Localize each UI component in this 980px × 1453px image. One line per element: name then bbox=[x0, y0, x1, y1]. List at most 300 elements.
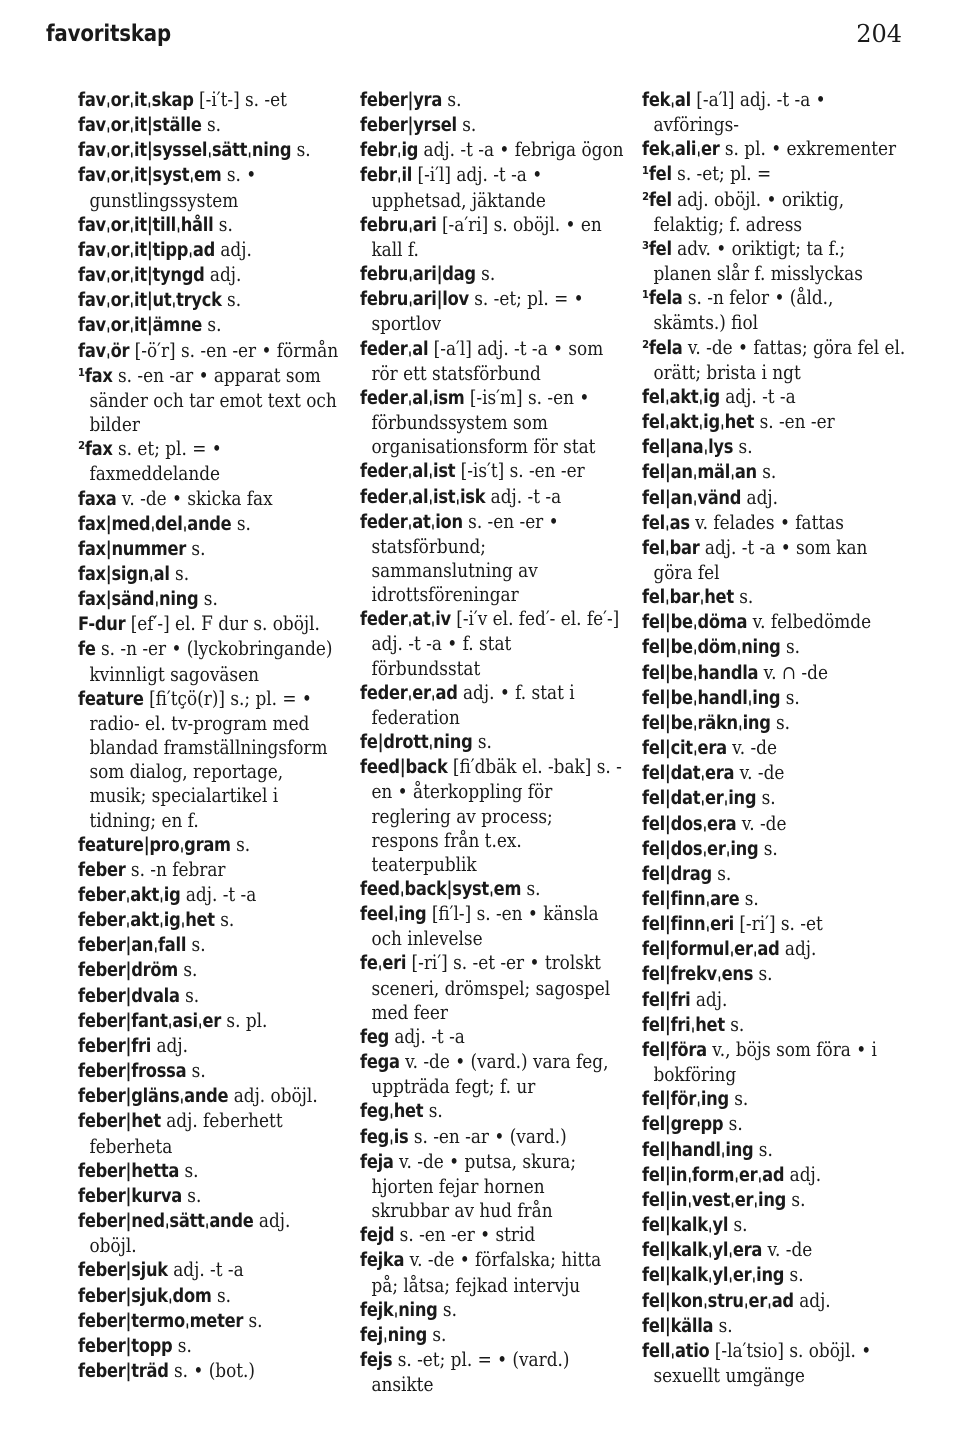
dictionary-entry bbox=[360, 1348, 624, 1397]
entry-definition: [-is′m] s. -en • förbundssystem som organisationsform för stat bbox=[371, 385, 596, 459]
entry-definition: s. bbox=[456, 113, 477, 137]
entry-definition: s. bbox=[186, 536, 206, 560]
entry-definition: adj. bbox=[151, 1033, 188, 1057]
entry-headword: fel|anˌmälˌan bbox=[642, 462, 757, 484]
entry-definition: s. pl. bbox=[221, 1008, 268, 1032]
dictionary-entry bbox=[78, 537, 342, 562]
entry-headword: feature bbox=[78, 688, 144, 710]
entry-headword: ¹fax bbox=[78, 365, 113, 387]
entry-definition: s. bbox=[724, 1012, 745, 1036]
entry-headword: fel|handlˌing bbox=[642, 1139, 754, 1161]
entry-headword: feelˌing bbox=[360, 904, 427, 926]
dictionary-entry bbox=[642, 385, 906, 410]
entry-definition: s. bbox=[177, 958, 198, 982]
entry-headword: felˌbarˌhet bbox=[642, 587, 734, 609]
entry-definition: s. bbox=[475, 262, 496, 286]
dictionary-entry bbox=[642, 435, 906, 460]
entry-definition: s. -et; pl. = bbox=[671, 162, 772, 186]
dictionary-entry bbox=[642, 635, 906, 660]
dictionary-entry bbox=[642, 1314, 906, 1339]
entry-definition: s. -et; pl. = • (vard.) ansikte bbox=[371, 1347, 570, 1397]
dictionary-entry bbox=[360, 1099, 624, 1124]
entry-definition: [-a′l] adj. -t -a • som rör ett statsförbund bbox=[371, 336, 604, 385]
dictionary-entry bbox=[78, 364, 342, 437]
entry-headword: feature|proˌgram bbox=[78, 834, 231, 856]
entry-headword: fel|dosˌerˌing bbox=[642, 838, 759, 860]
dictionary-entry bbox=[360, 113, 624, 138]
entry-definition: adj. -t -a • som kan göra fel bbox=[653, 535, 868, 584]
dictionary-entry bbox=[78, 437, 342, 486]
dictionary-entry bbox=[360, 1248, 624, 1297]
entry-definition: s. bbox=[201, 113, 222, 137]
entry-headword: fe bbox=[78, 639, 96, 661]
entry-definition: v., böjs som föra • i bokföring bbox=[653, 1037, 877, 1087]
entry-headword: feˌeri bbox=[360, 953, 407, 975]
entry-definition: s. bbox=[756, 460, 777, 484]
entry-headword: fel|beˌhandlˌing bbox=[642, 687, 781, 709]
dictionary-entry bbox=[642, 1163, 906, 1188]
entry-headword: fel|fri bbox=[642, 989, 691, 1011]
entry-definition: adj. bbox=[779, 937, 817, 961]
entry-headword: ²fax bbox=[78, 439, 113, 461]
dictionary-entry bbox=[360, 902, 624, 951]
entry-definition: adj. -t -a bbox=[485, 484, 562, 508]
entry-headword: fejs bbox=[360, 1349, 393, 1371]
entry-headword: fel|friˌhet bbox=[642, 1014, 725, 1036]
dictionary-entry bbox=[78, 113, 342, 138]
entry-definition: s. • (bot.) bbox=[168, 1358, 256, 1382]
entry-headword: feg bbox=[360, 1026, 389, 1048]
entry-definition: s. bbox=[186, 1059, 206, 1083]
entry-definition: s. -en -ar • (vard.) bbox=[408, 1124, 567, 1148]
entry-definition: [-ö′r] s. -en -er • förmån bbox=[129, 338, 339, 362]
entry-headword: fe|drottˌning bbox=[360, 732, 473, 754]
entry-headword: fekˌaliˌer bbox=[642, 139, 720, 161]
entry-headword: felˌbar bbox=[642, 537, 700, 559]
dictionary-entry bbox=[360, 459, 624, 484]
entry-definition: s. bbox=[521, 877, 541, 900]
entry-headword: fel|kalkˌyl bbox=[642, 1215, 729, 1237]
entry-definition: v. felades • fattas bbox=[689, 510, 844, 534]
entry-definition: adj. bbox=[204, 263, 242, 287]
entry-definition: s. bbox=[186, 933, 206, 957]
page-header bbox=[46, 14, 902, 54]
entry-headword: fel|källa bbox=[642, 1315, 714, 1337]
entry-definition: adj. bbox=[690, 987, 728, 1011]
entry-definition: v. -de • (vard.) vara feg, uppträda fegt; f. ur bbox=[371, 1050, 609, 1099]
entry-headword: fax|signˌal bbox=[78, 563, 170, 585]
entry-headword: fel|beˌdöma bbox=[642, 612, 748, 634]
dictionary-entry bbox=[360, 213, 624, 262]
entry-headword: feber|yrsel bbox=[360, 115, 457, 137]
dictionary-entry bbox=[78, 833, 342, 858]
dictionary-entry bbox=[78, 339, 342, 364]
entry-definition: v. ∩ -de bbox=[758, 660, 828, 684]
entry-definition: s. bbox=[733, 435, 753, 459]
dictionary-entry bbox=[78, 858, 342, 883]
entry-headword: feberˌaktˌigˌhet bbox=[78, 910, 215, 932]
entry-headword: februˌari bbox=[360, 214, 437, 236]
entry-headword: fel|konˌstruˌerˌad bbox=[642, 1290, 794, 1312]
entry-headword: felˌaktˌig bbox=[642, 386, 720, 408]
dictionary-entry bbox=[78, 487, 342, 512]
entry-headword: fel|föra bbox=[642, 1039, 707, 1061]
entry-definition: s. bbox=[423, 1099, 443, 1123]
entry-headword: fellˌatio bbox=[642, 1340, 710, 1362]
entry-headword: favˌorˌitˌskap bbox=[78, 90, 194, 111]
entry-definition: adj. -t -a bbox=[388, 1024, 465, 1048]
entry-headword: feber|kurva bbox=[78, 1185, 182, 1207]
dictionary-entry bbox=[642, 511, 906, 536]
dictionary-entry bbox=[642, 988, 906, 1013]
entry-headword: feber|träd bbox=[78, 1360, 169, 1382]
entry-headword: feber|dvala bbox=[78, 985, 180, 1007]
dictionary-entry bbox=[78, 883, 342, 908]
dictionary-entry bbox=[360, 510, 624, 608]
entry-headword: fel|kalkˌylˌerˌing bbox=[642, 1265, 785, 1287]
entry-definition: [-is′t] s. -en -er bbox=[455, 459, 585, 483]
dictionary-entry bbox=[78, 1059, 342, 1084]
dictionary-entry bbox=[78, 163, 342, 212]
dictionary-entry bbox=[78, 313, 342, 338]
entry-definition: adj. -t -a bbox=[180, 883, 257, 906]
dictionary-entry bbox=[78, 1109, 342, 1158]
entry-headword: ¹fela bbox=[642, 288, 683, 310]
entry-definition: s. bbox=[739, 887, 759, 910]
dictionary-entry bbox=[360, 1323, 624, 1348]
entry-definition: adj. bbox=[784, 1162, 822, 1186]
entry-headword: fel|anˌvänd bbox=[642, 487, 742, 509]
entry-definition: adj. bbox=[214, 237, 252, 261]
dictionary-entry bbox=[360, 287, 624, 336]
dictionary-entry bbox=[78, 908, 342, 933]
dictionary-entry bbox=[78, 138, 342, 163]
entry-headword: februˌari|lov bbox=[360, 289, 469, 311]
entry-headword: favˌorˌit|ämne bbox=[78, 315, 203, 337]
dictionary-entry bbox=[360, 88, 624, 113]
entry-headword: favˌorˌit|systˌem bbox=[78, 165, 222, 187]
dictionary-entry bbox=[78, 1009, 342, 1034]
entry-definition: s. -n febrar bbox=[125, 857, 226, 881]
dictionary-entry bbox=[642, 1112, 906, 1137]
entry-definition: s. bbox=[733, 585, 754, 609]
entry-definition: [-i′t-] s. -et bbox=[193, 88, 287, 111]
entry-headword: fekˌal bbox=[642, 90, 691, 111]
dictionary-entry bbox=[642, 336, 906, 385]
dictionary-entry bbox=[642, 962, 906, 987]
entry-definition: v. -de • skicka fax bbox=[116, 486, 273, 510]
entry-definition: s. bbox=[753, 1137, 773, 1161]
entry-definition: adj. oböjl. • oriktig, felaktig; f. adress bbox=[653, 187, 845, 236]
entry-headword: faxa bbox=[78, 488, 117, 510]
dictionary-entry bbox=[642, 1188, 906, 1213]
column-3 bbox=[642, 88, 906, 1388]
dictionary-entry bbox=[642, 786, 906, 811]
entry-headword: fel|finnˌeri bbox=[642, 914, 734, 936]
entry-headword: feed|back bbox=[360, 757, 448, 779]
entry-definition: s. bbox=[711, 861, 732, 885]
dictionary-entry bbox=[642, 711, 906, 736]
entry-headword: fax|nummer bbox=[78, 538, 187, 560]
entry-definition: adj. -t -a • febriga ögon bbox=[418, 138, 624, 162]
dictionary-entry bbox=[78, 612, 342, 637]
dictionary-entry bbox=[642, 761, 906, 786]
entry-headword: federˌatˌiv bbox=[360, 609, 451, 631]
entry-definition: adj. oböjl. bbox=[228, 1084, 318, 1108]
entry-definition: s. • gunstlingssystem bbox=[89, 163, 257, 212]
entry-definition: v. -de • förfalska; hitta på; låtsa; fejkad intervju bbox=[371, 1248, 602, 1297]
entry-headword: felˌas bbox=[642, 512, 690, 534]
dictionary-entry bbox=[78, 1284, 342, 1309]
dictionary-entry bbox=[78, 238, 342, 263]
dictionary-entry bbox=[78, 512, 342, 537]
entry-headword: fax|medˌdelˌande bbox=[78, 513, 232, 535]
entry-headword: fel|inˌformˌerˌad bbox=[642, 1164, 785, 1186]
dictionary-entry bbox=[642, 410, 906, 435]
entry-definition: v. -de bbox=[736, 811, 787, 835]
dictionary-entry bbox=[78, 562, 342, 587]
entry-definition: v. -de bbox=[734, 761, 785, 785]
entry-definition: [ef′-] el. F dur s. oböjl. bbox=[125, 612, 320, 636]
entry-definition: [-la′tsio] s. oböjl. • sexuellt umgänge bbox=[653, 1338, 872, 1387]
dictionary-entry bbox=[78, 288, 342, 313]
dictionary-entry bbox=[78, 637, 342, 686]
entry-headword: feber|dröm bbox=[78, 960, 178, 982]
dictionary-entry bbox=[78, 1334, 342, 1359]
dictionary-entry bbox=[78, 88, 342, 113]
dictionary-entry bbox=[642, 937, 906, 962]
entry-definition: s. bbox=[181, 1183, 202, 1207]
entry-headword: federˌalˌistˌisk bbox=[360, 486, 486, 508]
dictionary-entry bbox=[78, 958, 342, 983]
entry-definition: adj. oböjl. bbox=[89, 1209, 291, 1258]
entry-definition: s. bbox=[291, 138, 311, 162]
dictionary-entry bbox=[642, 912, 906, 937]
entry-definition: s. bbox=[728, 1087, 749, 1111]
entry-headword: favˌör bbox=[78, 340, 130, 362]
dictionary-entry bbox=[78, 1258, 342, 1283]
entry-definition: adj. -t -a bbox=[719, 384, 796, 408]
entry-headword: fel|anaˌlys bbox=[642, 437, 734, 459]
entry-headword: febrˌil bbox=[360, 165, 413, 187]
dictionary-entry bbox=[360, 607, 624, 680]
entry-definition: [fi′l-] s. -en • känsla och inlevelse bbox=[371, 902, 599, 951]
entry-headword: ³fel bbox=[642, 238, 672, 260]
dictionary-entry bbox=[78, 213, 342, 238]
dictionary-entry bbox=[642, 1339, 906, 1388]
dictionary-entry bbox=[642, 1087, 906, 1112]
dictionary-entry bbox=[78, 1359, 342, 1384]
entry-definition: s. bbox=[172, 1333, 192, 1357]
entry-headword: fejˌning bbox=[360, 1324, 428, 1346]
dictionary-entry bbox=[642, 837, 906, 862]
dictionary-entry bbox=[78, 1159, 342, 1184]
entry-definition: s. bbox=[723, 1112, 743, 1136]
entry-headword: federˌal bbox=[360, 338, 429, 360]
entry-definition: v. felbedömde bbox=[747, 610, 872, 634]
entry-headword: favˌorˌit|tillˌhåll bbox=[78, 214, 214, 236]
entry-definition: s. bbox=[753, 962, 773, 986]
entry-definition: [-a′l] adj. -t -a • avförings- bbox=[653, 88, 826, 137]
entry-definition: s. -n -er • (lyckobringande) kvinnligt sagoväsen bbox=[89, 637, 333, 686]
entry-headword: febrˌig bbox=[360, 140, 419, 162]
entry-definition: s. bbox=[758, 836, 778, 860]
entry-definition: s. bbox=[770, 710, 791, 734]
entry-headword: feber|fantˌasiˌer bbox=[78, 1010, 222, 1032]
entry-headword: feber|hetta bbox=[78, 1160, 180, 1182]
running-head: favoritskap bbox=[46, 21, 171, 47]
dictionary-entry bbox=[78, 587, 342, 612]
dictionary-entry bbox=[642, 88, 906, 137]
entry-definition: s. bbox=[728, 1213, 748, 1237]
entry-headword: F-dur bbox=[78, 614, 126, 636]
entry-definition: s. bbox=[437, 1297, 457, 1321]
entry-definition: s. bbox=[213, 212, 233, 236]
entry-headword: ²fel bbox=[642, 189, 672, 211]
dictionary-entry bbox=[360, 138, 624, 163]
entry-headword: feber|sjuk bbox=[78, 1260, 168, 1282]
entry-definition: [-ri′] s. -et -er • trolskt sceneri, drömspel; sagospel med feer bbox=[371, 951, 611, 1024]
dictionary-entry bbox=[360, 755, 624, 877]
entry-headword: fel|finnˌare bbox=[642, 889, 740, 910]
dictionary-entry bbox=[642, 1263, 906, 1288]
entry-definition: adj. bbox=[741, 485, 779, 509]
entry-headword: feber bbox=[78, 859, 126, 881]
entry-headword: fel|beˌhandla bbox=[642, 662, 759, 684]
entry-headword: feber|nedˌsättˌande bbox=[78, 1211, 254, 1233]
dictionary-entry bbox=[78, 1034, 342, 1059]
dictionary-entry bbox=[360, 485, 624, 510]
entry-definition: s. bbox=[202, 313, 222, 337]
entry-headword: fel|grepp bbox=[642, 1114, 724, 1136]
entry-definition: s. -en -er bbox=[754, 410, 835, 434]
dictionary-entry bbox=[642, 137, 906, 162]
entry-definition: [fi′dbäk el. -bak] s. -en • återkoppling för reglering av process; respons från t.ex. teaterpublik bbox=[371, 755, 622, 876]
entry-definition: s. pl. • exkrementer bbox=[719, 137, 897, 161]
dictionary-entry bbox=[78, 1184, 342, 1209]
entry-headword: fegˌis bbox=[360, 1126, 409, 1148]
entry-headword: fel|dosˌera bbox=[642, 813, 737, 835]
entry-headword: feedˌback|systˌem bbox=[360, 879, 522, 900]
entry-definition: adj. -t -a bbox=[167, 1258, 244, 1282]
entry-headword: feber|termoˌmeter bbox=[78, 1310, 244, 1332]
entry-headword: feber|sjukˌdom bbox=[78, 1285, 212, 1307]
entry-headword: fel|frekvˌens bbox=[642, 964, 754, 986]
dictionary-entry bbox=[360, 730, 624, 755]
entry-headword: fel|inˌvestˌerˌing bbox=[642, 1189, 787, 1211]
dictionary-entry bbox=[360, 386, 624, 459]
column-2 bbox=[360, 88, 624, 1397]
dictionary-entry bbox=[642, 862, 906, 887]
dictionary-entry bbox=[360, 262, 624, 287]
dictionary-entry bbox=[360, 1223, 624, 1248]
dictionary-entry bbox=[642, 686, 906, 711]
dictionary-entry bbox=[642, 887, 906, 912]
entry-headword: favˌorˌit|utˌtryck bbox=[78, 290, 222, 312]
entry-headword: favˌorˌit|ställe bbox=[78, 115, 202, 137]
entry-definition: s. bbox=[221, 288, 242, 312]
entry-headword: fel|citˌera bbox=[642, 738, 727, 760]
dictionary-entry bbox=[78, 263, 342, 288]
entry-definition: [-ri′] s. -et bbox=[733, 912, 823, 936]
entry-headword: fel|drag bbox=[642, 863, 712, 885]
entry-headword: federˌalˌism bbox=[360, 387, 465, 409]
entry-definition: s. bbox=[756, 786, 776, 810]
dictionary-entry bbox=[642, 460, 906, 485]
entry-headword: feber|het bbox=[78, 1111, 161, 1133]
dictionary-entry bbox=[642, 1213, 906, 1238]
entry-headword: feber|fri bbox=[78, 1035, 152, 1057]
entry-definition: s. -en -er • statsförbund; sammanslutning av idrottsföreningar bbox=[371, 509, 559, 607]
entry-definition: s. bbox=[169, 561, 190, 585]
entry-headword: feber|glänsˌande bbox=[78, 1086, 229, 1108]
entry-definition: s. bbox=[243, 1308, 263, 1332]
entry-headword: ¹fel bbox=[642, 164, 672, 186]
entry-headword: fel|datˌera bbox=[642, 763, 735, 785]
dictionary-entry bbox=[642, 286, 906, 335]
dictionary-entry bbox=[360, 1150, 624, 1223]
dictionary-entry bbox=[360, 163, 624, 212]
entry-headword: feberˌaktˌig bbox=[78, 885, 181, 906]
entry-definition: s. bbox=[427, 1322, 447, 1346]
entry-definition: v. -de bbox=[762, 1238, 813, 1262]
dictionary-entry bbox=[360, 681, 624, 730]
entry-definition: adv. • oriktigt; ta f.; planen slår f. misslyckas bbox=[653, 236, 863, 286]
entry-definition: s. bbox=[786, 1187, 806, 1211]
dictionary-entry bbox=[360, 951, 624, 1024]
entry-definition: s. bbox=[442, 88, 462, 111]
entry-headword: fejd bbox=[360, 1225, 395, 1247]
entry-headword: fel|kalkˌylˌera bbox=[642, 1240, 763, 1262]
entry-headword: ²fela bbox=[642, 337, 683, 359]
entry-headword: februˌari|dag bbox=[360, 264, 476, 286]
dictionary-entry bbox=[642, 1013, 906, 1038]
entry-headword: fejkˌning bbox=[360, 1299, 438, 1321]
dictionary-entry bbox=[360, 1050, 624, 1099]
entry-headword: feber|frossa bbox=[78, 1061, 187, 1083]
entry-definition: [-i′l] adj. -t -a • upphetsad, jäktande bbox=[371, 163, 546, 212]
dictionary-entry bbox=[642, 1238, 906, 1263]
entry-definition: s. bbox=[179, 983, 200, 1007]
dictionary-entry bbox=[642, 610, 906, 635]
entry-definition: s. bbox=[713, 1313, 733, 1337]
entry-definition: s. -n felor • (åld., skämts.) fiol bbox=[653, 286, 834, 335]
entry-headword: fel|formulˌerˌad bbox=[642, 939, 780, 961]
dictionary-entry bbox=[78, 1084, 342, 1109]
entry-headword: federˌatˌion bbox=[360, 511, 463, 533]
dictionary-entry bbox=[642, 162, 906, 187]
entry-definition: s. -et; pl. = • sportlov bbox=[371, 287, 584, 336]
entry-definition: s. bbox=[231, 511, 251, 535]
entry-definition: s. -en -er • strid bbox=[394, 1223, 536, 1247]
dictionary-entry bbox=[360, 1125, 624, 1150]
dictionary-entry bbox=[360, 1025, 624, 1050]
entry-definition: s. bbox=[198, 587, 218, 611]
entry-headword: fax|sändˌning bbox=[78, 589, 199, 611]
entry-headword: felˌaktˌigˌhet bbox=[642, 412, 755, 434]
entry-headword: favˌorˌit|tyngd bbox=[78, 265, 205, 287]
dictionary-entry bbox=[642, 661, 906, 686]
entry-definition: adj. feberhett feberheta bbox=[89, 1109, 283, 1158]
entry-definition: [-i′v el. fed′- el. fe′-] adj. -t -a • f. stat förbundsstat bbox=[371, 607, 620, 680]
entry-definition: [-a′ri] s. oböjl. • en kall f. bbox=[371, 212, 602, 261]
entry-headword: fegˌhet bbox=[360, 1101, 424, 1123]
entry-headword: fel|datˌerˌing bbox=[642, 788, 757, 810]
dictionary-entry bbox=[360, 1298, 624, 1323]
entry-definition: adj. • f. stat i federation bbox=[371, 680, 575, 729]
dictionary-entry bbox=[78, 1309, 342, 1334]
entry-headword: fejka bbox=[360, 1250, 405, 1272]
